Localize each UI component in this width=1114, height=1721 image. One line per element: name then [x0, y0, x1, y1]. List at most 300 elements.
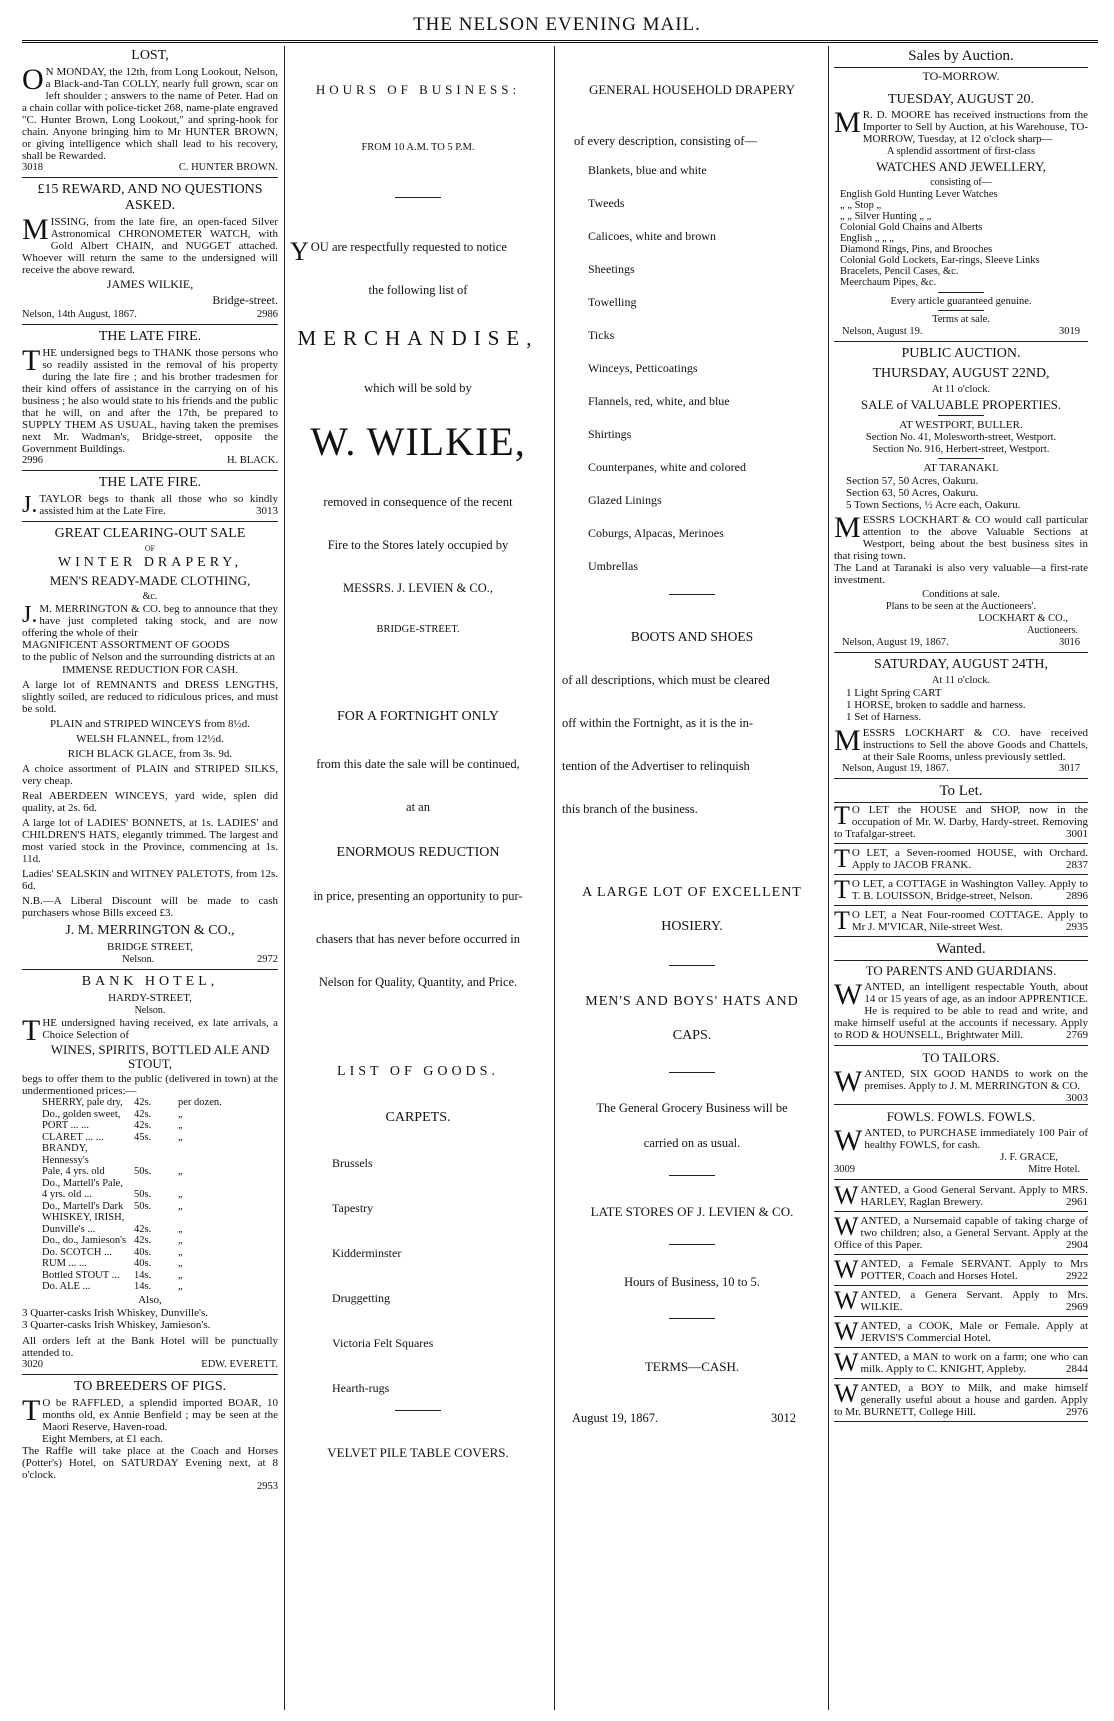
- divider: [834, 1285, 1088, 1286]
- consisting-text: consisting of—: [930, 177, 992, 188]
- wanted-body: ANTED, an intelligent respectable Youth, about 14 or 15 years of age, as an indoor APPRENTICE. He is required to be able to read and write, and make himself useful at the accounts if necessary. Apply to ROD & HOUNSELL, Brightwater Mill.: [834, 981, 1088, 1041]
- wanted-body: ANTED, to PURCHASE immediately 100 Pair of healthy FOWLS, for cash.: [864, 1127, 1088, 1151]
- divider: [22, 324, 278, 325]
- wanted-body: ANTED, a BOY to Milk, and make himself generally useful about a house and garden. Apply to Mr. BURNETT, College Hill.: [834, 1382, 1088, 1418]
- short-rule: [669, 965, 715, 966]
- notice-text: OU are respectfully requested to notice: [310, 240, 507, 254]
- drapery-item: Blankets, blue and white: [588, 163, 707, 177]
- divider: [834, 1179, 1088, 1180]
- boots-line: this branch of the business.: [562, 802, 698, 816]
- price-item: PORT ... ...: [42, 1120, 90, 1131]
- ad-number: 3019: [1059, 326, 1080, 337]
- lockhart-ad: [834, 511, 1088, 562]
- ad-date: Nelson, 14th August, 1867.: [22, 309, 137, 320]
- to-let-ad: [834, 875, 1088, 904]
- price-item: Do., Martell's Dark: [42, 1200, 124, 1212]
- hours-heading: HOURS OF BUSINESS:: [315, 82, 521, 97]
- short-rule: [395, 1410, 441, 1411]
- signature: J. F. GRACE,: [1000, 1152, 1058, 1163]
- drapery-item: Shirtings: [588, 427, 632, 441]
- bank-ad: [22, 1014, 278, 1047]
- ad-number: 2904: [1066, 1239, 1088, 1251]
- ad-signature: [22, 162, 278, 173]
- ad-number: 2896: [1066, 890, 1088, 902]
- hats-heading: MEN'S AND BOYS' HATS AND: [585, 994, 799, 1009]
- lockhart-ad-2: [834, 724, 1088, 763]
- bank-line: All orders left at the Bank Hotel will be punctually attended to.: [22, 1334, 278, 1359]
- masthead: THE NELSON EVENING MAIL.: [413, 14, 701, 35]
- to-let-list: [834, 801, 1088, 937]
- ad-number: 3009: [834, 1164, 855, 1175]
- price-item: WHISKEY, IRISH,: [42, 1212, 125, 1223]
- carpet-item: Brussels: [332, 1156, 373, 1170]
- wanted-list: [834, 1181, 1088, 1422]
- signature-role: Auctioneers.: [1027, 625, 1078, 636]
- drop-cap: T: [22, 1014, 41, 1047]
- jewellery-item: Diamond Rings, Pins, and Brooches: [840, 244, 993, 255]
- divider: [834, 1211, 1088, 1212]
- moore-ad: [834, 106, 1088, 145]
- clearing-line: to the public of Nelson and the surrounding districts at an: [22, 651, 275, 663]
- jewellery-item: Colonial Gold Lockets, Ear-rings, Sleeve Links: [840, 255, 1040, 266]
- lot-line: 1 Set of Harness.: [846, 711, 922, 723]
- drapery-item: Glazed Linings: [588, 493, 662, 507]
- price-item: Do., golden sweet,: [42, 1108, 121, 1120]
- price-item: Pale, 4 yrs. old: [42, 1166, 105, 1177]
- lockhart-body-2: ESSRS LOCKHART & CO. have received instructions to Sell the above Goods and Chattels, at their Sale Rooms, unless previously settled.: [862, 727, 1088, 763]
- short-rule: [669, 1244, 715, 1245]
- bank-line: 3 Quarter-casks Irish Whiskey, Jamieson's.: [22, 1318, 211, 1331]
- bank-line: 3 Quarter-casks Irish Whiskey, Dunville's.: [22, 1306, 208, 1319]
- price-amount: 50s.: [134, 1200, 152, 1212]
- price-unit: „: [178, 1269, 183, 1281]
- ad-number: 2976: [1066, 1406, 1088, 1418]
- clearing-title: GREAT CLEARING-OUT SALE: [54, 526, 246, 541]
- drapery-intro: of every description, consisting of—: [574, 134, 757, 148]
- drop-cap: T: [834, 906, 850, 935]
- properties-heading: SALE of VALUABLE PROPERTIES.: [860, 397, 1062, 412]
- grocery-line: carried on as usual.: [643, 1136, 741, 1150]
- boots-line: of all descriptions, which must be cleared: [562, 673, 770, 687]
- signature: LOCKHART & CO.,: [978, 613, 1068, 624]
- taranaki-heading: AT TARANAKI.: [923, 462, 999, 474]
- saturday-heading: SATURDAY, AUGUST 24TH,: [873, 657, 1048, 672]
- moore-line: A splendid assortment of first-class: [886, 146, 1036, 157]
- divider: [834, 1316, 1088, 1317]
- parents-heading: TO PARENTS AND GUARDIANS.: [865, 963, 1057, 978]
- clearing-line: RICH BLACK GLACE, from 3s. 9d.: [67, 748, 233, 760]
- ad-number: 3003: [1066, 1092, 1088, 1104]
- price-item: Bottled STOUT ...: [42, 1269, 120, 1281]
- ad-number: 2969: [1066, 1301, 1088, 1313]
- hats-heading-2: CAPS.: [672, 1028, 712, 1043]
- reward-body: ISSING, from the late fire, an open-faced Silver Astronomical CHRONOMETER WATCH, with Gold Albert CHAIN, and NUGGET attached. Whoever will return the same to the undersigned will receive the above reward.: [22, 216, 278, 276]
- wanted-ad: [834, 1348, 1088, 1377]
- wanted-body: ANTED, SIX GOOD HANDS to work on the premises. Apply to J. M. MERRINGTON & CO.: [864, 1068, 1088, 1092]
- divider: [834, 960, 1088, 961]
- moore-body: R. D. MOORE has received instructions from the Importer to Sell by Auction, at his Warehouse, TO-MORROW, Tuesday, at 12 o'clock sharp—: [862, 109, 1088, 145]
- bridge-text: BRIDGE-STREET.: [376, 624, 460, 635]
- carpet-item: Druggetting: [332, 1291, 390, 1305]
- price-amount: [134, 1212, 178, 1224]
- tuesday-heading: TUESDAY, AUGUST 20.: [888, 92, 1034, 107]
- ad-number: 3001: [1066, 828, 1088, 840]
- signature: J. M. MERRINGTON & CO.,: [65, 923, 235, 938]
- bank-body-2: begs to offer them to the public (delivered in town) at the undermentioned prices:—: [22, 1073, 278, 1097]
- ad-number: 2769: [1066, 1029, 1088, 1041]
- ad-number: 2986: [257, 309, 278, 320]
- fire1-title: THE LATE FIRE.: [98, 329, 202, 344]
- time-text: At 11 o'clock.: [931, 675, 991, 686]
- pigs-line: The Raffle will take place at the Coach and Horses (Potter's) Hotel, on SATURDAY Evening next, at 8 o'clock.: [22, 1444, 278, 1481]
- price-unit: „: [178, 1200, 183, 1212]
- ad-signature: [834, 763, 1088, 774]
- drop-cap: W: [834, 978, 863, 1011]
- divider: [834, 1045, 1088, 1046]
- drop-cap: M: [834, 511, 861, 544]
- price-row: [42, 1247, 278, 1259]
- wanted-ad: [834, 1379, 1088, 1418]
- watches-heading: WATCHES AND JEWELLERY,: [876, 159, 1046, 174]
- wanted-body: ANTED, a MAN to work on a farm; one who can milk. Apply to C. KNIGHT, Appleby.: [860, 1351, 1088, 1375]
- ad-date: August 19, 1867.: [572, 1411, 659, 1425]
- drapery-item: Sheetings: [588, 262, 635, 276]
- drop-cap: Y: [290, 237, 309, 266]
- drop-cap: M: [834, 106, 861, 139]
- signature: C. HUNTER BROWN.: [178, 162, 278, 173]
- wanted-body: ANTED, a Genera Servant. Apply to Mrs. WILKIE.: [860, 1289, 1088, 1313]
- section-line: 5 Town Sections, ½ Acre each, Oakuru.: [846, 499, 1021, 511]
- drop-cap: W: [834, 1379, 859, 1408]
- ad-date: Nelson, August 19, 1867.: [842, 763, 949, 774]
- pigs-body: O be RAFFLED, a splendid imported BOAR, 10 months old, ex Annie Benfield ; may be seen at the Maori Reserve, Haven-road.: [42, 1396, 278, 1433]
- bank-headline: WINES, SPIRITS, BOTTLED ALE AND STOUT,: [50, 1042, 270, 1071]
- drop-cap: W: [834, 1317, 859, 1346]
- price-row: [42, 1178, 278, 1190]
- jewellery-item: Colonial Gold Chains and Alberts: [840, 222, 983, 233]
- bank-subtitle: HARDY-STREET,: [108, 992, 192, 1004]
- lost-body: N MONDAY, the 12th, from Long Lookout, Nelson, a Black-and-Tan COLLY, nearly full grown, scar on left shoulder ; answers to the name of Peter. Had on a chain collar with police-ticket 268, name-plate engraved "C. Hunter Brown, Long Lookout," and spring-hook for chain. Anyone bringing him to Mr HUNTER BROWN, or giving intelligence which shall lead to his recovery, shall be Rewarded.: [22, 66, 278, 162]
- ad-number: 2996: [22, 455, 43, 466]
- ad-number: 2922: [1066, 1270, 1088, 1282]
- price-amount: [134, 1178, 178, 1190]
- price-row: [42, 1270, 278, 1282]
- price-amount: 42s.: [134, 1097, 152, 1108]
- divider: [834, 905, 1088, 906]
- bank-body: HE undersigned having received, ex late arrivals, a Choice Selection of: [42, 1017, 278, 1041]
- to-let-body: O LET the HOUSE and SHOP, now in the occupation of Mr. W. Darby, Hardy-street. Removing to Trafalgar-street.: [834, 804, 1088, 840]
- fire2-title: THE LATE FIRE.: [98, 475, 202, 490]
- price-unit: „: [178, 1108, 183, 1120]
- drapery-item: Coburgs, Alpacas, Merinoes: [588, 526, 724, 540]
- price-amount: 42s.: [134, 1120, 152, 1131]
- pigs-ad: [22, 1393, 278, 1433]
- pigs-line: Eight Members, at £1 each.: [42, 1432, 163, 1445]
- ad-number: 2961: [1066, 1196, 1088, 1208]
- column-rule: [554, 46, 555, 1710]
- lockhart-body: ESSRS LOCKHART & CO would call particular attention to the above Valuable Sections at Westport, being about the best business sites in that rising town.: [834, 514, 1088, 562]
- ad-signature: [22, 1481, 278, 1492]
- carpets-heading: CARPETS.: [385, 1110, 451, 1125]
- fire1-ad: [22, 344, 278, 455]
- wanted-body: ANTED, a Nursemaid capable of taking charge of two children; also, a General Servant. Apply at the Office of this Paper.: [834, 1215, 1088, 1251]
- drop-cap: T: [22, 344, 41, 377]
- divider: [834, 778, 1088, 779]
- clearing-line: MAGNIFICENT ASSORTMENT OF GOODS: [22, 639, 230, 651]
- divider: [834, 843, 1088, 844]
- to-let-body: O LET, a Neat Four-roomed COTTAGE. Apply to Mr J. M'VICAR, Nile-street West.: [851, 909, 1088, 933]
- drop-cap: T: [834, 875, 850, 904]
- drop-cap: W: [834, 1286, 859, 1315]
- drapery-item: Calicoes, white and brown: [588, 229, 716, 243]
- jewellery-item: „ „ Silver Hunting „ „: [840, 211, 932, 222]
- wanted-ad: [834, 1124, 1088, 1157]
- to-let-body: O LET, a Seven-roomed HOUSE, with Orchard. Apply to JACOB FRANK.: [851, 847, 1088, 871]
- price-unit: „: [178, 1189, 183, 1200]
- drapery-item: Towelling: [588, 295, 637, 309]
- ad-number: 2837: [1066, 859, 1088, 871]
- drop-cap: O: [22, 63, 44, 96]
- clearing-line: Ladies' SEALSKIN and WITNEY PALETOTS, from 12s. 6d.: [22, 868, 278, 892]
- drop-cap: W: [834, 1065, 863, 1098]
- plans-text: Plans to be seen at the Auctioneers'.: [885, 601, 1037, 612]
- ad-number: 3017: [1059, 763, 1080, 774]
- divider: [22, 969, 278, 970]
- clearing-line: A large lot of REMNANTS and DRESS LENGTHS, slightly soiled, are reduced to ridiculous prices, and must be sold.: [22, 679, 278, 715]
- ad-signature: [22, 455, 278, 466]
- tailors-heading: TO TAILORS.: [922, 1050, 1000, 1065]
- pigs-title: TO BREEDERS OF PIGS.: [73, 1378, 227, 1394]
- list-heading: LIST OF GOODS.: [337, 1064, 499, 1079]
- price-unit: „: [178, 1281, 183, 1292]
- drapery-list: [562, 163, 822, 574]
- divider: [834, 874, 1088, 875]
- short-rule: [938, 458, 984, 459]
- price-row: [42, 1224, 278, 1236]
- clearing-subtitle-2: MEN'S READY-MADE CLOTHING,: [49, 573, 251, 588]
- drop-cap: W: [834, 1181, 859, 1210]
- ad-signature: [834, 1164, 1088, 1175]
- clearing-line: PLAIN and STRIPED WINCEYS from 8½d.: [50, 718, 250, 730]
- lot-line: 1 HORSE, broken to saddle and harness.: [846, 699, 1026, 711]
- nelson-text: Nelson for Quality, Quantity, and Price.: [318, 975, 518, 989]
- short-rule: [669, 1318, 715, 1319]
- ad-number: 3018: [22, 162, 43, 173]
- thursday-heading: THURSDAY, AUGUST 22ND,: [872, 366, 1050, 381]
- chasers-text: chasers that has never before occurred in: [315, 932, 521, 946]
- clearing-line: A large lot of LADIES' BONNETS, at 1s. LADIES' and CHILDREN'S HATS, elegantly trimmed. The largest and most varied stock in the Province, commencing at 1s. 11d.: [22, 817, 278, 865]
- drop-cap: W: [834, 1348, 859, 1377]
- price-amount: 40s.: [134, 1246, 152, 1258]
- price-item: Do., do., Jamieson's: [42, 1235, 127, 1246]
- carpet-item: Kidderminster: [332, 1246, 402, 1260]
- ad-signature: [834, 326, 1088, 337]
- price-amount: 14s.: [134, 1281, 152, 1292]
- fire2-body: TAYLOR begs to thank all those who so kindly assisted him at the Late Fire.: [39, 493, 278, 517]
- divider: [834, 802, 1088, 803]
- divider: [834, 1347, 1088, 1348]
- westport-heading: AT WESTPORT, BULLER.: [899, 419, 1023, 431]
- carpet-item: Tapestry: [332, 1201, 374, 1215]
- fire-text: Fire to the Stores lately occupied by: [327, 538, 509, 552]
- price-amount: 42s.: [134, 1223, 152, 1235]
- notice-line: [290, 237, 546, 266]
- drop-cap: W: [834, 1255, 859, 1284]
- drop-cap: J.: [22, 602, 38, 628]
- divider: [22, 1374, 278, 1375]
- price-unit: „: [178, 1120, 183, 1131]
- divider: [22, 521, 278, 522]
- drop-cap: W: [834, 1124, 863, 1157]
- price-amount: 50s.: [134, 1166, 152, 1177]
- price-row: [42, 1189, 278, 1201]
- velvet-heading: VELVET PILE TABLE COVERS.: [327, 1445, 509, 1460]
- jewellery-item: English Gold Hunting Lever Watches: [840, 189, 998, 200]
- ad-signature: [22, 1359, 278, 1370]
- divider: [834, 652, 1088, 653]
- levien-text: MESSRS. J. LEVIEN & CO.,: [342, 581, 494, 595]
- short-rule: [938, 310, 984, 311]
- to-let-ad: [834, 801, 1088, 840]
- column-rule: [828, 46, 829, 1710]
- wilkie-heading: W. WILKIE,: [310, 419, 526, 464]
- price-row: [42, 1132, 278, 1144]
- divider: [834, 1421, 1088, 1422]
- wanted-ad: [834, 1065, 1088, 1104]
- price-amount: 42s.: [134, 1235, 152, 1246]
- time-text: At 11 o'clock.: [931, 384, 991, 395]
- signature-address: Mitre Hotel.: [1028, 1164, 1080, 1175]
- drapery-item: Flannels, red, white, and blue: [588, 394, 730, 408]
- jewellery-list: [834, 189, 1088, 288]
- price-item: Dunville's ...: [42, 1223, 96, 1235]
- section-line: Section 57, 50 Acres, Oakuru.: [846, 475, 979, 487]
- bank-title: BANK HOTEL,: [81, 974, 219, 989]
- at-an-text: at an: [406, 800, 430, 814]
- drapery-item: Umbrellas: [588, 559, 638, 573]
- signature-address: Bridge-street.: [212, 293, 278, 307]
- drop-cap: T: [834, 801, 850, 830]
- section-line: Section No. 41, Molesworth-street, Westport.: [865, 432, 1057, 443]
- divider: [834, 1254, 1088, 1255]
- price-row: [42, 1235, 278, 1247]
- to-let-body: O LET, a COTTAGE in Washington Valley. Apply to T. B. LOUISSON, Bridge-street, Nelson.: [851, 878, 1088, 902]
- clearing-etc: &c.: [142, 591, 158, 602]
- clearing-of: OF: [144, 544, 156, 553]
- price-amount: 42s.: [134, 1108, 152, 1120]
- price-row: [42, 1120, 278, 1132]
- section-line: Section No. 916, Herbert-street, Westport.: [872, 444, 1050, 455]
- divider: [22, 177, 278, 178]
- short-rule: [669, 594, 715, 595]
- column-2: [290, 46, 546, 1710]
- price-item: Do. ALE ...: [42, 1281, 91, 1292]
- drapery-item: Counterpanes, white and colored: [588, 460, 746, 474]
- signature: EDW. EVERETT.: [201, 1358, 278, 1370]
- clearing-line: N.B.—A Liberal Discount will be made to cash purchasers whose Bills exceed £3.: [22, 895, 278, 919]
- price-row: [42, 1201, 278, 1213]
- bank-also: Also,: [138, 1293, 162, 1306]
- fortnight-heading: FOR A FORTNIGHT ONLY: [336, 709, 500, 724]
- ad-signature: [22, 954, 278, 965]
- fire2-ad: [22, 493, 278, 517]
- price-text: in price, presenting an opportunity to pur-: [313, 889, 523, 903]
- price-item: CLARET ... ...: [42, 1131, 104, 1143]
- ad-number: 2972: [257, 954, 278, 965]
- price-unit: „: [178, 1235, 183, 1246]
- ad-number: 3020: [22, 1358, 43, 1370]
- fire1-body: HE undersigned begs to THANK those persons who so readily assisted in the removal of his property during the late fire ; and his brother tradesmen for their kind offers of assistance in the carrying on of his business ; he also would state to his friends and the public that he will, on and after the 17th, be prepared to SUPPLY THEM AS USUAL, having taken the premises next Mr. Wadman's, Bridge-street, opposite the Government Buildings.: [22, 347, 278, 455]
- carpet-list: [290, 1156, 546, 1396]
- lost-title: LOST,: [131, 48, 169, 63]
- divider: [834, 67, 1088, 68]
- price-row: [42, 1097, 278, 1109]
- divider: [834, 1104, 1088, 1105]
- short-rule: [395, 197, 441, 198]
- signature: H. BLACK.: [226, 455, 278, 466]
- wanted-ad: [834, 978, 1088, 1041]
- short-rule: [669, 1175, 715, 1176]
- drapery-item: Tweeds: [588, 196, 625, 210]
- fowls-heading: FOWLS. FOWLS. FOWLS.: [886, 1109, 1036, 1124]
- jewellery-item: Meerchaum Pipes, &c.: [840, 277, 937, 288]
- price-row: [42, 1109, 278, 1121]
- wanted-heading: Wanted.: [936, 941, 986, 957]
- lockhart-line: The Land at Taranaki is also very valuable—a first-rate investment.: [834, 562, 1088, 586]
- wanted-ad: [834, 1181, 1088, 1210]
- drop-cap: W: [834, 1212, 859, 1241]
- boots-line: off within the Fortnight, as it is the in-: [562, 716, 754, 730]
- wanted-body: ANTED, a Female SERVANT. Apply to Mrs POTTER, Coach and Horses Hotel.: [860, 1258, 1088, 1282]
- column-rule: [284, 46, 285, 1710]
- wanted-ad: [834, 1212, 1088, 1251]
- price-amount: 50s.: [134, 1189, 152, 1200]
- late-stores-heading: LATE STORES OF J. LEVIEN & CO.: [590, 1204, 794, 1219]
- divider: [834, 1378, 1088, 1379]
- price-item: BRANDY, Hennessy's: [42, 1143, 89, 1166]
- price-item: SHERRY, pale dry,: [42, 1097, 123, 1108]
- clearing-ad: [22, 603, 278, 639]
- ad-signature: [22, 309, 278, 320]
- from-date-text: from this date the sale will be continued,: [316, 757, 520, 771]
- column-1: [22, 46, 278, 1710]
- to-let-ad: [834, 844, 1088, 873]
- price-list: [42, 1097, 278, 1293]
- to-let-heading: To Let.: [939, 783, 983, 799]
- price-unit: „: [178, 1223, 183, 1235]
- price-item: Do., Martell's Pale,: [42, 1177, 123, 1189]
- clearing-subtitle: WINTER DRAPERY,: [57, 555, 243, 570]
- hosiery-heading-2: HOSIERY.: [661, 919, 723, 934]
- signature: JAMES WILKIE,: [106, 277, 194, 291]
- drop-cap: T: [834, 844, 850, 873]
- price-row: [42, 1143, 278, 1166]
- drop-cap: J.: [22, 492, 38, 518]
- ad-date: Nelson, August 19, 1867.: [842, 637, 949, 648]
- section-line: Section 63, 50 Acres, Oakuru.: [846, 487, 979, 499]
- price-unit: „: [178, 1131, 183, 1143]
- drapery-item: Ticks: [588, 328, 615, 342]
- following-text: the following list of: [368, 283, 468, 297]
- boots-heading: BOOTS AND SHOES: [630, 629, 754, 644]
- sales-heading: Sales by Auction.: [908, 48, 1014, 64]
- wanted-ad: [834, 1255, 1088, 1284]
- ad-number: 2953: [257, 1480, 278, 1492]
- divider: [834, 936, 1088, 937]
- price-row: [42, 1258, 278, 1270]
- clearing-line: WELSH FLANNEL, from 12½d.: [76, 733, 224, 745]
- grocery-line: The General Grocery Business will be: [596, 1101, 788, 1115]
